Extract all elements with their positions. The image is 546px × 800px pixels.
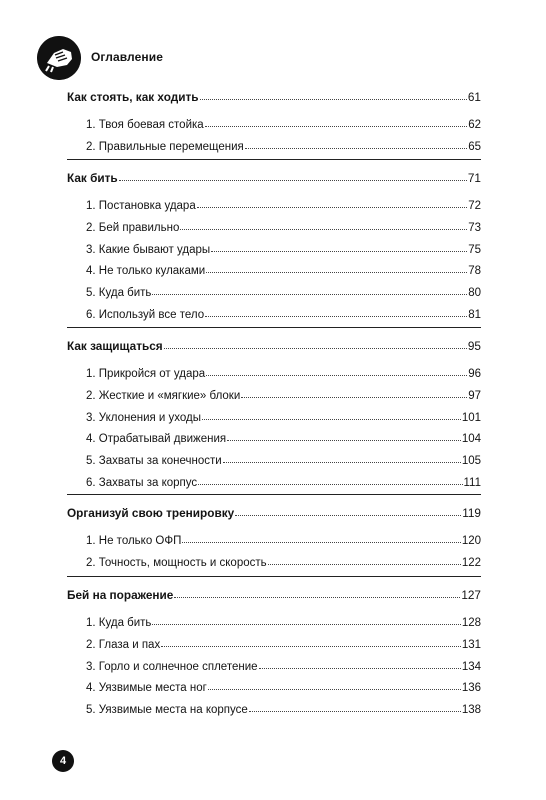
toc-entry [86,556,481,570]
toc-entry-label: 1. Прикройся от удара [86,368,206,380]
dot-leader [180,221,467,230]
toc-section [67,339,481,353]
dot-leader [211,243,467,252]
page-header-title: Оглавление [91,50,163,64]
toc-entry-label: 1. Твоя боевая стойка [86,119,204,131]
toc-entry [86,616,481,630]
toc-entry-page: 80 [468,287,481,299]
toc-entry-label: 2. Глаза и пах [86,639,161,651]
section-divider [67,327,481,328]
dot-leader [174,589,460,598]
toc-entry-label: 3. Горло и солнечное сплетение [86,661,258,673]
dot-leader [152,286,467,295]
toc-entry-label: 2. Жесткие и «мягкие» блоки [86,390,241,402]
dot-leader [197,199,467,208]
toc-entry [86,476,481,490]
toc-entry-page: 97 [468,390,481,402]
dot-leader [182,534,460,543]
toc-entry-page: 122 [461,557,481,569]
dot-leader [249,703,461,712]
toc-section-label: Как стоять, как ходить [67,90,199,104]
toc-section-label: Как защищаться [67,339,163,353]
dot-leader [164,340,467,349]
toc-entry-page: 96 [468,368,481,380]
toc-entry [86,308,481,322]
toc-section [67,90,481,104]
toc-section-page: 119 [462,506,481,520]
toc-entry-page: 128 [461,617,481,629]
toc-section [67,171,481,185]
toc-entry-page: 73 [468,222,481,234]
toc-section-page: 71 [467,171,481,185]
toc-entry-page: 105 [461,455,481,467]
toc-entry-label: 1. Постановка удара [86,200,196,212]
toc-entry [86,432,481,446]
dot-leader [202,411,461,420]
toc-entry-label: 2. Бей правильно [86,222,180,234]
dot-leader [206,264,467,273]
toc-entry-page: 62 [468,119,481,131]
toc-entry-label: 1. Не только ОФП [86,535,182,547]
dot-leader [241,389,467,398]
toc-entry [86,638,481,652]
toc-entry-page: 65 [468,141,481,153]
toc-entry-label: 4. Уязвимые места ног [86,682,207,694]
toc-entry-label: 3. Уклонения и уходы [86,412,202,424]
dot-leader [205,308,467,317]
toc-entry-label: 2. Правильные перемещения [86,141,244,153]
toc-entry-page: 72 [468,200,481,212]
toc-entry-label: 6. Захваты за корпус [86,477,198,489]
dot-leader [119,172,467,181]
toc-section [67,588,481,602]
toc-entry [86,243,481,257]
toc-entry-page: 138 [461,704,481,716]
toc-entry-label: 4. Не только кулаками [86,265,206,277]
section-divider [67,159,481,160]
dot-leader [223,454,461,463]
toc-entry-page: 136 [461,682,481,694]
dot-leader [245,140,467,149]
toc-section-label: Бей на поражение [67,588,174,602]
toc-entry [86,681,481,695]
toc-entry [86,534,481,548]
dot-leader [259,660,461,669]
dot-leader [208,681,461,690]
toc-entry [86,140,481,154]
dot-leader [227,432,461,441]
toc-entry-page: 75 [468,244,481,256]
toc-entry-page: 134 [461,661,481,673]
toc-entry [86,221,481,235]
dot-leader [152,616,460,625]
toc-entry-label: 5. Захваты за конечности [86,455,222,467]
toc-entry [86,367,481,381]
toc-entry-page: 78 [468,265,481,277]
section-divider [67,576,481,577]
dot-leader [235,507,461,516]
toc-entry [86,660,481,674]
toc-section [67,506,481,520]
dot-leader [205,118,468,127]
dot-leader [200,91,467,100]
toc-entry-label: 6. Используй все тело [86,309,205,321]
toc-entry-page: 111 [463,477,481,489]
toc-section-label: Организуй свою тренировку [67,506,235,520]
toc-entry [86,411,481,425]
toc-entry-label: 5. Куда бить [86,287,152,299]
dot-leader [161,638,461,647]
toc-section-page: 127 [461,588,481,602]
dot-leader [198,476,462,485]
toc-entry-label: 1. Куда бить [86,617,152,629]
toc-entry [86,118,481,132]
toc-entry-label: 2. Точность, мощность и скорость [86,557,267,569]
toc-entry-page: 101 [461,412,481,424]
toc-section-page: 95 [467,339,481,353]
toc-section-label: Как бить [67,171,118,185]
toc-entry [86,703,481,717]
toc-entry-page: 120 [461,535,481,547]
toc-entry [86,454,481,468]
toc-entry-label: 4. Отрабатывай движения [86,433,227,445]
toc-entry [86,286,481,300]
dot-leader [268,556,461,565]
toc-entry [86,389,481,403]
page-number-badge: 4 [52,750,74,772]
toc-entry-label: 3. Какие бывают удары [86,244,211,256]
dot-leader [206,367,467,376]
toc-entry-page: 81 [468,309,481,321]
table-of-contents [67,0,481,800]
toc-entry [86,199,481,213]
toc-entry [86,264,481,278]
toc-entry-page: 131 [461,639,481,651]
toc-section-page: 61 [467,90,481,104]
section-divider [67,494,481,495]
toc-entry-label: 5. Уязвимые места на корпусе [86,704,248,716]
toc-entry-page: 104 [461,433,481,445]
